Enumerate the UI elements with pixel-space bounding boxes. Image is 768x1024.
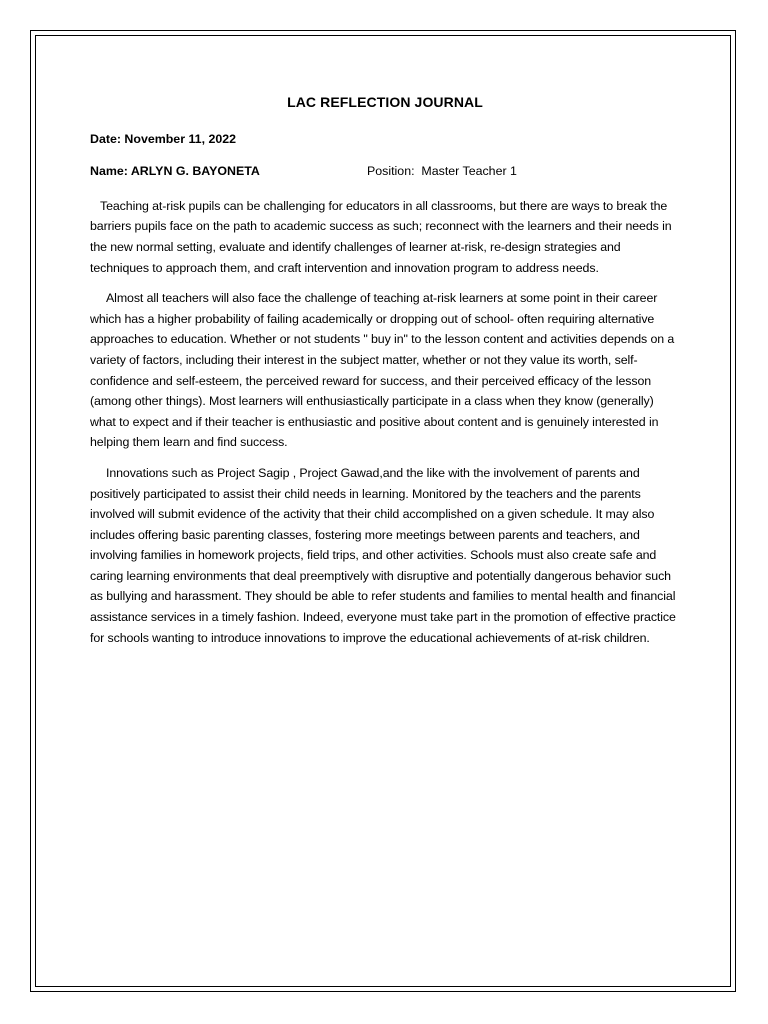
journal-title: LAC REFLECTION JOURNAL bbox=[287, 94, 483, 110]
name-position-line bbox=[90, 161, 680, 182]
date-line: Date: November 11, 2022 bbox=[90, 131, 237, 146]
name-label: Name: bbox=[90, 164, 131, 179]
paragraph-1: Teaching at-risk pupils can be challenging for educators in all classrooms, but there are ways to break the barriers pupils face on the path to academic success as such; reconnect with the learners and their needs in the new normal setting, evaluate and identify challenges of learner at-risk, re-design strategies and techniques to approach them, and craft intervention and innovation program to address needs. bbox=[90, 198, 672, 275]
name-value: ARLYN G. BAYONETA bbox=[130, 164, 260, 179]
paragraph-3: Innovations such as Project Sagip , Project Gawad,and the like with the involvement of parents and positively participated to assist their child needs in learning. Monitored by the teachers and the parents involved will submit evidence of the activity that their child accomplished on a given schedule. It may also includes offering basic parenting classes, fostering more meetings between parents and teachers, and involving families in homework projects, field trips, and other activities. Schools must also create safe and caring learning environments that deal preemptively with disruptive and potentially dangerous behavior such as bullying and harassment. They should be able to refer students and families to mental health and financial assistance services in a timely fashion. Indeed, everyone must take part in the promotion of effective practice for schools wanting to introduce innovations to improve the educational achievements of at-risk children. bbox=[90, 465, 676, 645]
position-label: Position: bbox=[367, 164, 422, 179]
position-block bbox=[367, 161, 517, 182]
position-value: Master Teacher 1 bbox=[421, 164, 517, 179]
name-block bbox=[90, 161, 367, 182]
paragraph-2: Almost all teachers will also face the challenge of teaching at-risk learners at some point in their career which has a higher probability of failing academically or dropping out of school- often requiring alternative approaches to education. Whether or not students " buy in" to the lesson content and activities depends on a variety of factors, including their interest in the subject matter, whether or not they value its worth, self-confidence and self-esteem, the perceived reward for success, and their perceived efficacy of the lesson (among other things). Most learners will enthusiastically participate in a class when they know (generally) what to expect and if their teacher is enthusiastic and positive about content and is genuinely interested in helping them learn and find success. bbox=[90, 291, 675, 450]
journal-content bbox=[90, 92, 680, 658]
